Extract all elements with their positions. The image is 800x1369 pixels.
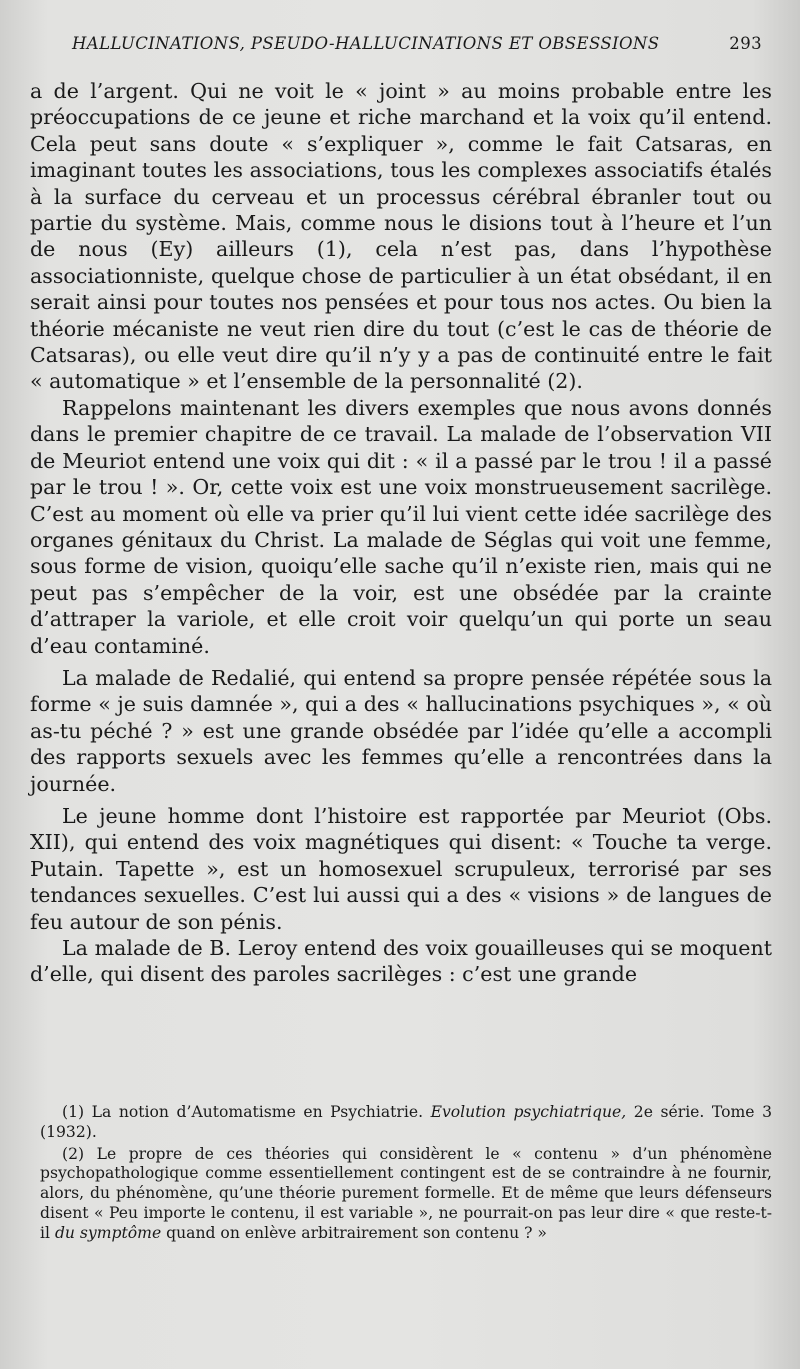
paragraph-5: La malade de B. Leroy entend des voix gouailleuses qui se moquent d’elle, qui disent des paroles sacrilèges : c’est une grande [30,936,772,987]
footnote-2-end: quand on enlève arbitrairement son contenu ? » [161,1223,547,1242]
page-number: 293 [729,34,762,53]
footnote-2-emphasis: du symptôme [54,1223,162,1242]
footnote-1 [40,1103,772,1143]
footnote-1-text: (1) La notion d’Automatisme en Psychiatrie. [62,1103,431,1121]
running-title: HALLUCINATIONS, PSEUDO-HALLUCINATIONS ET OBSESSIONS [72,34,660,53]
footnote-1-journal: Evolution psychiatrique, [430,1103,627,1121]
footnote-2 [40,1145,772,1244]
footnote-2-text: (2) Le propre de ces théories qui considèrent le « contenu » d’un phénomène psychopathologique comme essentiellement contingent est de se contraindre à ne fournir, alors, du phénomène, qu’une théorie purement formelle. Et de même que leurs défenseurs disent « Peu importe le contenu, il est variable », ne pourrait-on pas leur dire « que reste-t-il [40,1144,772,1242]
footnotes [40,1103,772,1246]
paragraph-1: a de l’argent. Qui ne voit le « joint » au moins probable entre les préoccupations de ce jeune et riche marchand et la voix qu’il entend. Cela peut sans doute « s’expliquer », comme le fait Catsaras, en imaginant toutes les associations, tous les complexes associatifs étalés à la surface du cerveau et un processus cérébral ébranler tout ou partie du système. Mais, comme nous le disions tout à l’heure et l’un de nous (Ey) ailleurs (1), cela n’est pas, dans l’hypothèse associationniste, quelque chose de particulier à un état obsédant, il en serait ainsi pour toutes nos pensées et pour tous nos actes. Ou bien la théorie mécaniste ne veut rien dire du tout (c’est le cas de théorie de Catsaras), ou elle veut dire qu’il n’y y a pas de continuité entre le fait « automatique » et l’ensemble de la personnalité (2). [30,79,772,394]
paragraph-3: La malade de Redalié, qui entend sa propre pensée répétée sous la forme « je suis damnée », qui a des « hallucinations psychiques », « où as-tu péché ? » est une grande obsédée par l’idée qu’elle a accompli des rapports sexuels avec les femmes qu’elle a rencontrées dans la journée. [30,665,772,796]
paragraph-4: Le jeune homme dont l’histoire est rapportée par Meuriot (Obs. XII), qui entend des voix magnétiques qui disent: « Touche ta verge. Putain. Tapette », est un homosexuel scrupuleux, terrorisé par ses tendances sexuelles. C’est lui aussi qui a des « visions » de langues de feu autour de son pénis. [30,803,772,934]
main-text [30,78,772,988]
running-header [72,34,762,53]
paragraph-2: Rappelons maintenant les divers exemples que nous avons donnés dans le premier chapitre de ce travail. La malade de l’observation VII de Meuriot entend une voix qui dit : « il a passé par le trou ! il a passé par le trou ! ». Or, cette voix est une voix monstrueusement sacrilège. C’est au moment où elle va prier qu’il lui vient cette idée sacrilège des organes génitaux du Christ. La malade de Séglas qui voit une femme, sous forme de vision, quoiqu’elle sache qu’il n’existe rien, mais qui ne peut pas s’empêcher de la voir, est une obsédée par la crainte d’attraper la variole, et elle croit voir quelqu’un qui porte un seau d’eau contaminé. [30,395,772,658]
footnote-1-ref: 2e série. Tome 3 (1932). [40,1103,772,1141]
